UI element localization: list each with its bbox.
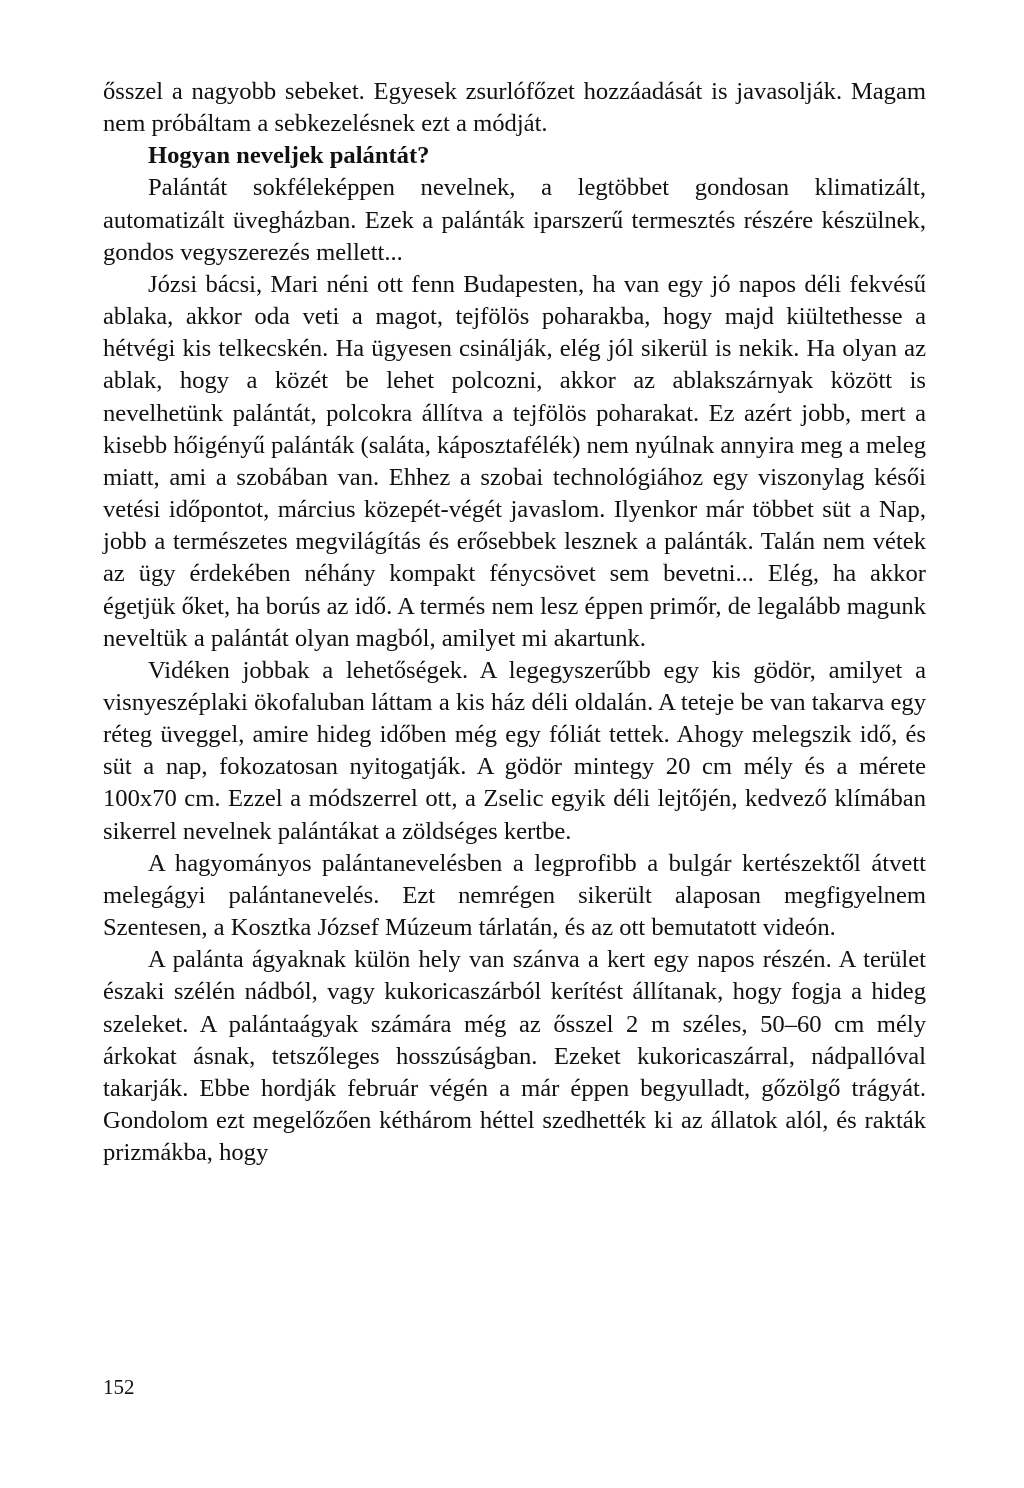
paragraph: Józsi bácsi, Mari néni ott fenn Budapesten, ha van egy jó napos déli fekvésű ablaka, akkor oda veti a magot, tejfölös poharakba, hogy majd kiültethesse a hétvégi kis telkecskén. Ha ügyesen csinálják, elég jól sikerül is nekik. Ha olyan az ablak, hogy a közét be lehet polcozni, akkor az ablakszárnyak között is nevelhetünk palántát, polcokra állítva a tejfölös poharakat. Ez azért jobb, mert a kisebb hőigényű palánták (saláta, káposztafélék) nem nyúlnak annyira meg a meleg miatt, ami a szobában van. Ehhez a szobai technológiához egy viszonylag késői vetési időpontot, március közepét-végét javaslom. Ilyenkor már többet süt a Nap, jobb a természetes megvilágítás és erősebbek lesznek a palánták. Talán nem vétek az ügy érdekében néhány kompakt fénycsövet sem bevetni... Elég, ha akkor égetjük őket, ha borús az idő. A termés nem lesz éppen primőr, de legalább magunk neveltük a palántát olyan magból, amilyet mi akartunk. [103, 270, 926, 652]
page-number: 152 [103, 1375, 135, 1399]
paragraph: A palánta ágyaknak külön hely van szánva a kert egy napos részén. A terület északi szélén nádból, vagy kukoricaszárból kerítést állítanak, hogy fogja a hideg szeleket. A palántaágyak számára még az ősszel 2 m széles, 50–60 cm mély árkokat ásnak, tetszőleges hosszúságban. Ezeket kukoricaszárral, nádpallóval takarják. Ebbe hordják február végén a már éppen begyulladt, gőzölgő trágyát. Gondolom ezt megelőzően kéthárom héttel szedhették ki az állatok alól, és rakták prizmákba, hogy [103, 946, 926, 1167]
section-heading: Hogyan neveljek palántát? [148, 142, 430, 170]
paragraph: A hagyományos palántanevelésben a legprofibb a bulgár kertészektől átvett melegágyi palántanevelés. Ezt nemrégen sikerült alaposan megfigyelnem Szentesen, a Kosztka József Múzeum tárlatán, és az ott bemutatott videón. [103, 849, 926, 942]
page-text [103, 76, 926, 1169]
paragraph: Vidéken jobbak a lehetőségek. A legegyszerűbb egy kis gödör, amilyet a visnyeszéplaki ökofaluban láttam a kis ház déli oldalán. A teteje be van takarva egy réteg üveggel, amire hideg időben még egy fóliát tettek. Ahogy melegszik idő, és süt a nap, fokozatosan nyitogatják. A gödör mintegy 20 cm mély és a mérete 100x70 cm. Ezzel a módszerrel ott, a Zselic egyik déli lejtőjén, kedvező klímában sikerrel nevelnek palántákat a zöldséges kertbe. [103, 656, 926, 845]
paragraph: Palántát sokféleképpen nevelnek, a legtöbbet gondosan klimatizált, automatizált üvegházban. Ezek a palánták iparszerű termesztés részére készülnek, gondos vegyszerezés mellett... [103, 174, 926, 266]
paragraph-continuation: ősszel a nagyobb sebeket. Egyesek zsurlófőzet hozzáadását is javasolják. Magam nem próbáltam a sebkezelésnek ezt a módját. [103, 78, 926, 138]
